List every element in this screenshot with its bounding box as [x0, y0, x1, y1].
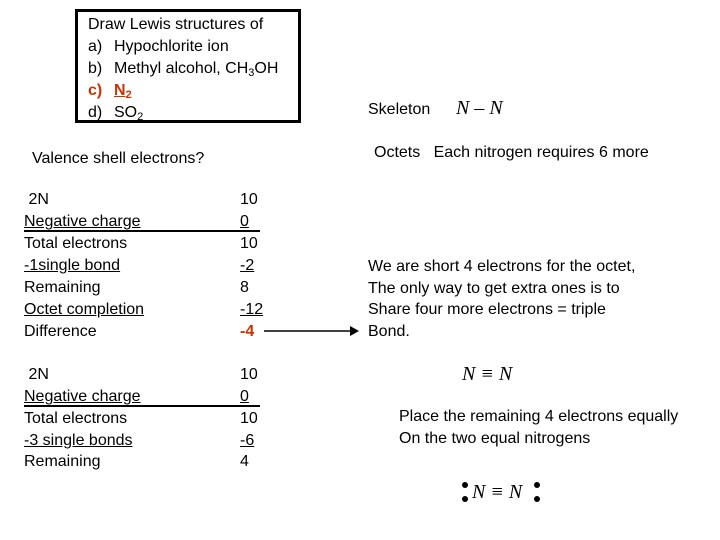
table1-label: Octet completion [24, 301, 145, 318]
table1-difference-value: -4 [240, 323, 255, 340]
table1-label: Difference [24, 323, 97, 340]
table1-value: 10 [240, 235, 258, 252]
lone-pair-dot [534, 496, 540, 502]
table2-value: 10 [240, 366, 258, 383]
table1-rule [24, 230, 260, 232]
arrow-icon [262, 320, 362, 342]
triple-bond-line-1: We are short 4 electrons for the octet, [368, 258, 636, 275]
octets-note: Octets Each nitrogen requires 6 more [374, 144, 649, 161]
table1-value: 8 [240, 279, 249, 296]
table2-label: Total electrons [24, 410, 128, 427]
valence-heading: Valence shell electrons? [32, 150, 205, 167]
lone-pair-dot [534, 482, 540, 488]
prompt-box [75, 9, 301, 123]
prompt-item-a: a) Hypochlorite ion [88, 38, 229, 55]
prompt-item-b: b) Methyl alcohol, $CH_3OH$ [88, 60, 279, 79]
lone-pair-dot [462, 482, 468, 488]
triple-bond-formula: N ≡ N [462, 363, 513, 385]
table1-label: Total electrons [24, 235, 128, 252]
table1-value: 0 [240, 213, 249, 230]
table2-value: -6 [240, 432, 255, 449]
table1-label: -1single bond [24, 257, 121, 274]
table2-value: 10 [240, 410, 258, 427]
skeleton-formula: N – N [456, 97, 503, 119]
prompt-title: Draw Lewis structures of [88, 16, 264, 33]
table2-value: 0 [240, 388, 249, 405]
table1-value: -2 [240, 257, 255, 274]
table1-value: 10 [240, 191, 258, 208]
triple-bond-line-3: Share four more electrons = triple [368, 301, 606, 318]
table2-label: Remaining [24, 453, 101, 470]
triple-bond-line-2: The only way to get extra ones is to [368, 280, 620, 297]
place-note-line-2: On the two equal nitrogens [399, 430, 591, 447]
table2-rule [24, 405, 260, 407]
triple-bond-line-4: Bond. [368, 323, 410, 340]
skeleton-label: Skeleton [368, 101, 431, 118]
table2-label: Negative charge [24, 388, 141, 405]
prompt-item-c: c) $N_2$ [88, 82, 132, 101]
final-formula: N ≡ N [472, 481, 523, 503]
table1-value: -12 [240, 301, 264, 318]
place-note-line-1: Place the remaining 4 electrons equally [399, 408, 679, 425]
table2-label: 2N [24, 366, 49, 383]
table2-value: 4 [240, 453, 249, 470]
table1-label: Remaining [24, 279, 101, 296]
lone-pair-dot [462, 496, 468, 502]
table2-label: -3 single bonds [24, 432, 133, 449]
table1-label: 2N [24, 191, 49, 208]
prompt-item-d: d) $SO_2$ [88, 104, 144, 123]
table1-label: Negative charge [24, 213, 141, 230]
